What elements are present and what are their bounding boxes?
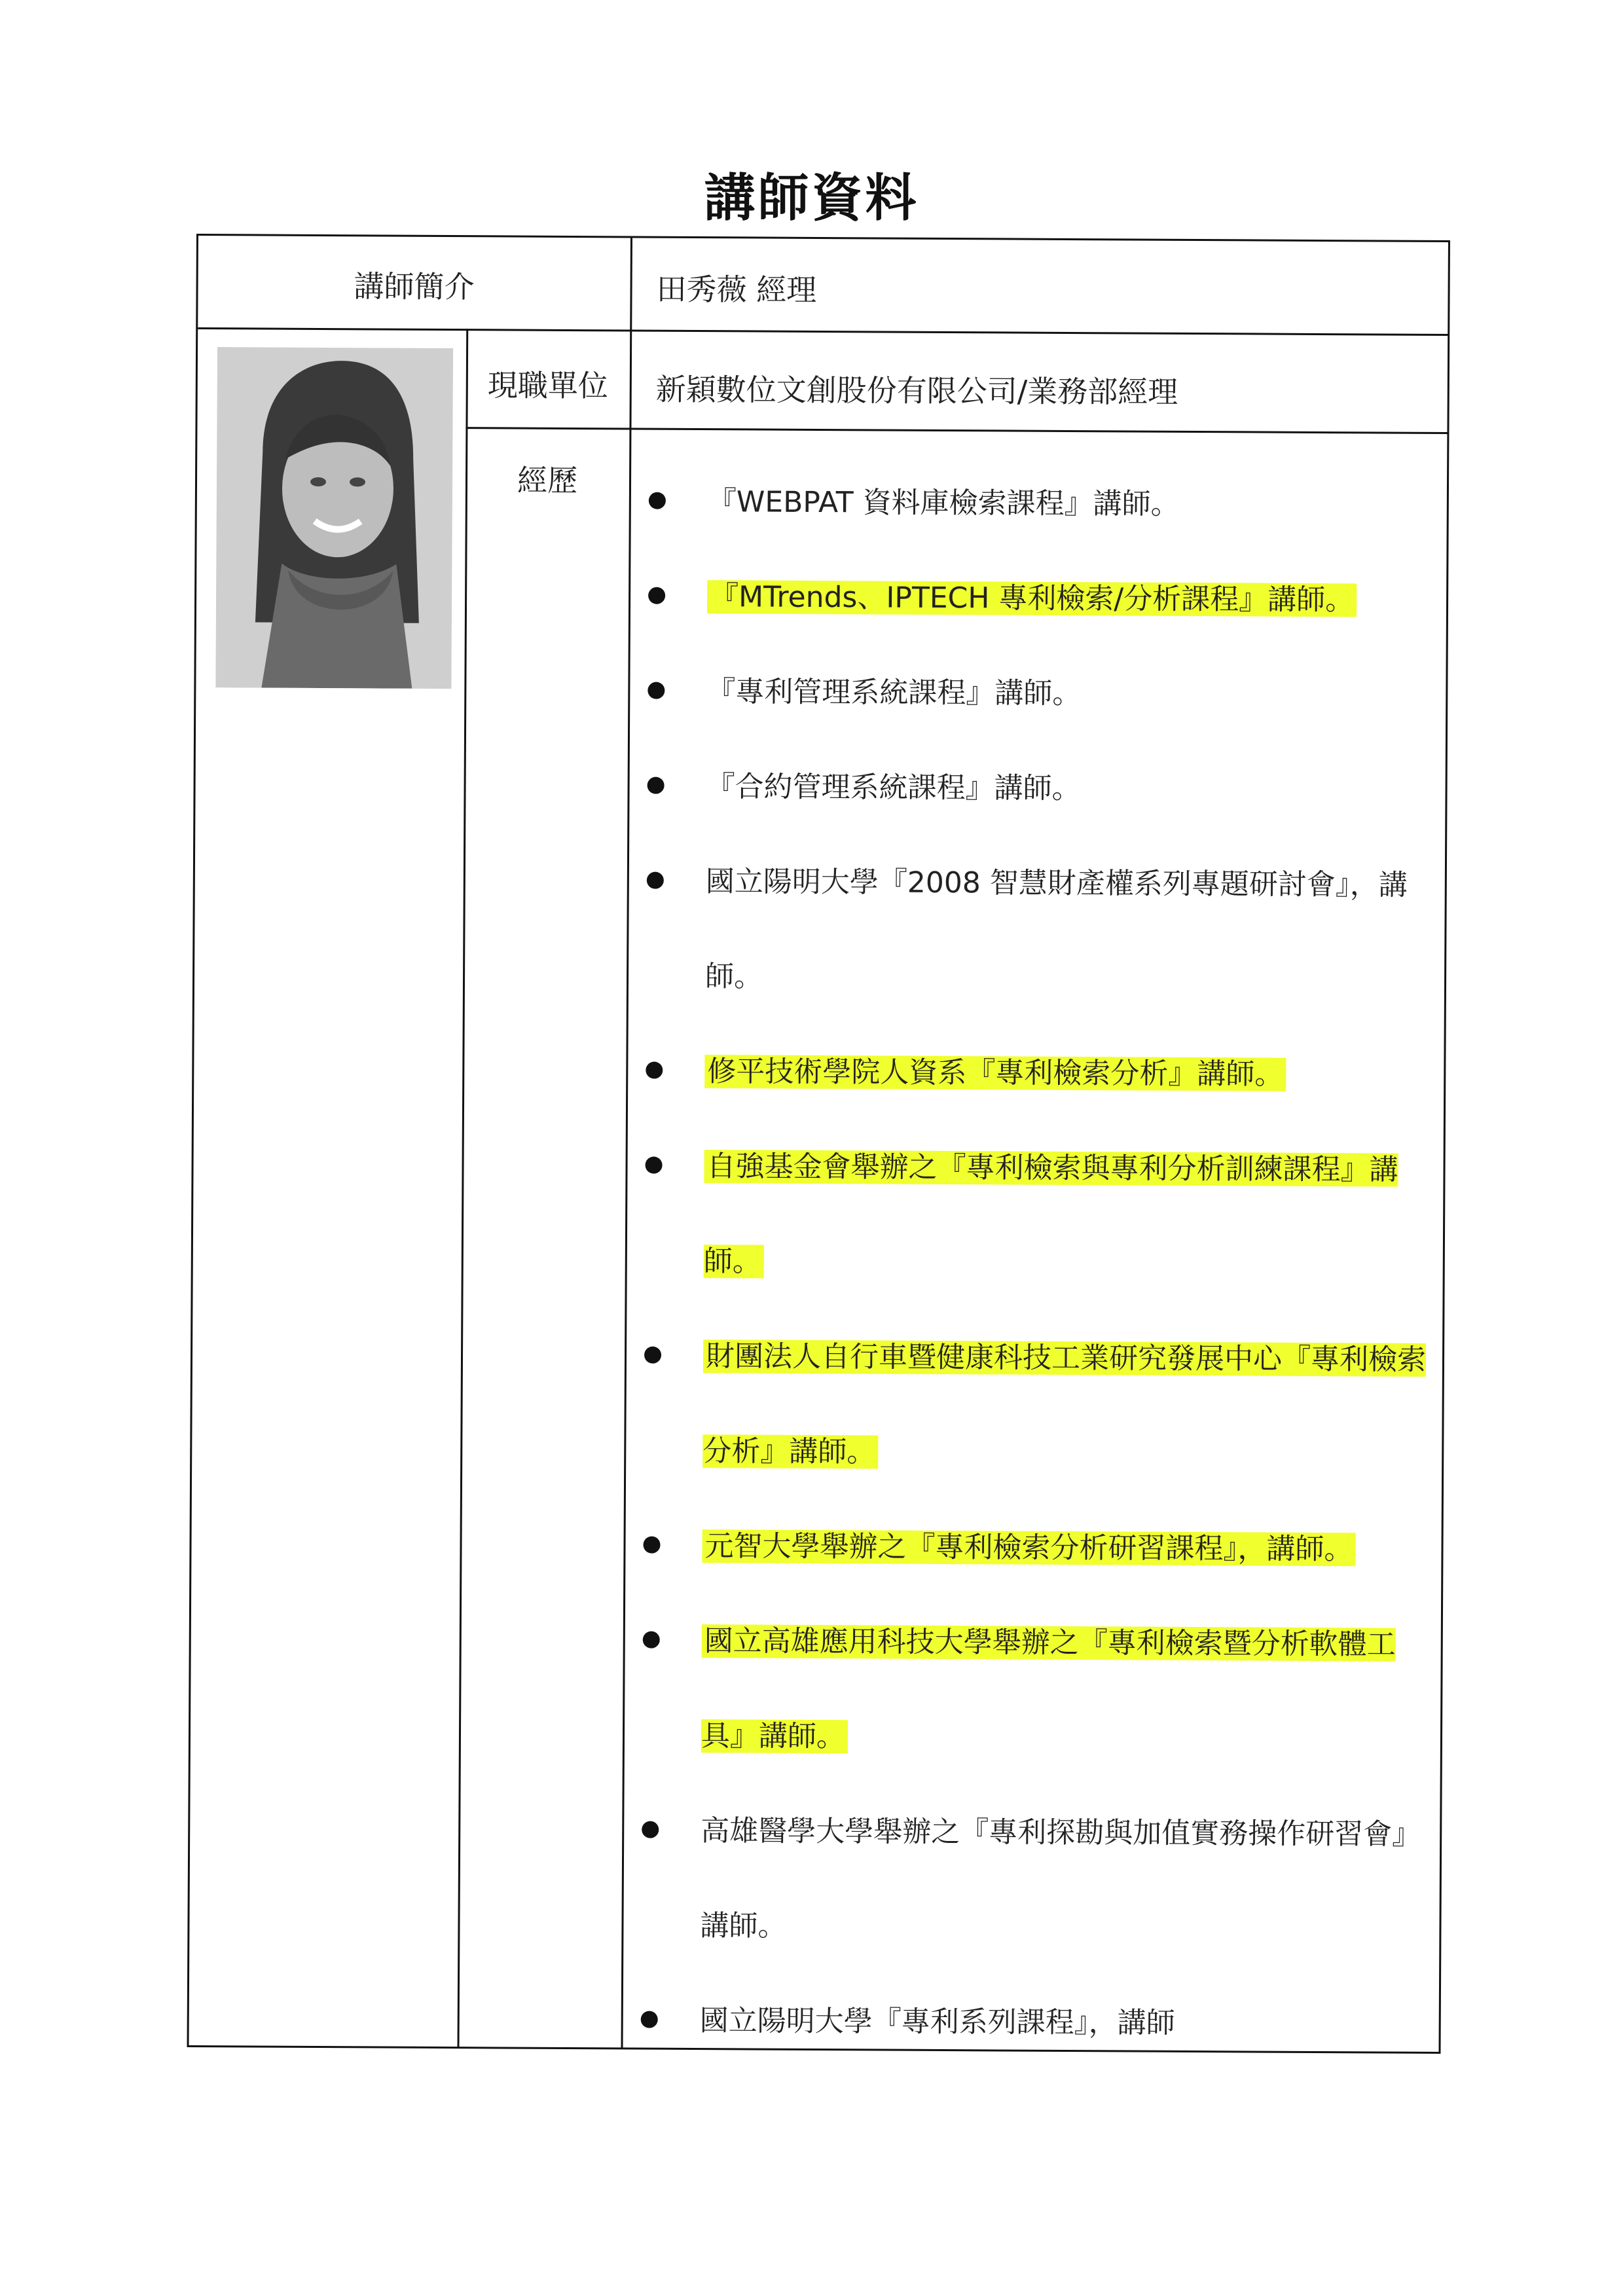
bullet-icon [644, 1347, 661, 1364]
bullet-icon [647, 872, 664, 889]
intro-label: 講師簡介 [354, 268, 475, 305]
org-label: 現職單位 [487, 367, 608, 404]
bullet-icon [643, 1537, 660, 1554]
experience-text: 『WEBPAT 資料庫檢索課程』講師。 [707, 485, 1180, 521]
row-divider [465, 427, 1448, 434]
bullet-icon [649, 492, 666, 509]
experience-text: 國立高雄應用科技大學舉辦之『專利檢索暨分析軟體工具』講師。 [701, 1624, 1396, 1754]
bullet-icon [642, 1821, 659, 1838]
bullet-icon [645, 1157, 662, 1174]
bullet-icon [648, 587, 665, 604]
experience-text: 元智大學舉辦之『專利檢索分析研習課程』，講師。 [702, 1529, 1355, 1566]
experience-text: 『MTrends、IPTECH 專利檢索/分析課程』講師。 [707, 580, 1357, 617]
experience-label: 經歷 [517, 462, 578, 499]
bullet-icon [647, 682, 665, 699]
org-value: 新穎數位文創股份有限公司/業務部經理 [655, 371, 1178, 410]
instructor-photo [215, 347, 453, 689]
column-divider [458, 329, 469, 2047]
column-divider [621, 238, 632, 2048]
row-divider [198, 327, 1448, 336]
instructor-name: 田秀薇 經理 [656, 271, 817, 308]
bullet-icon [647, 777, 665, 794]
list-item [629, 454, 1441, 521]
experience-text: 自強基金會舉辦之『專利檢索與專利分析訓練課程』講師。 [703, 1150, 1398, 1279]
experience-list [629, 454, 1441, 2040]
experience-text: 修平技術學院人資系『專利檢索分析』講師。 [704, 1055, 1286, 1091]
bullet-icon [643, 1631, 660, 1649]
experience-text: 國立陽明大學『專利系列課程』，講師 [699, 2004, 1175, 2040]
experience-text: 『專利管理系統課程』講師。 [706, 675, 1082, 711]
bullet-icon [641, 2011, 658, 2028]
bullet-icon [646, 1062, 663, 1079]
experience-text: 高雄醫學大學舉辦之『專利探勘與加值實務操作研習會』講師。 [700, 1814, 1421, 1943]
experience-text: 國立陽明大學『2008 智慧財產權系列專題研討會』，講師。 [704, 865, 1408, 994]
experience-text: 財團法人自行車暨健康科技工業研究發展中心『專利檢索分析』講師。 [702, 1339, 1427, 1469]
instructor-table [187, 234, 1450, 2054]
experience-text: 『合約管理系統課程』講師。 [706, 770, 1081, 806]
page-title: 講師資料 [704, 169, 919, 228]
